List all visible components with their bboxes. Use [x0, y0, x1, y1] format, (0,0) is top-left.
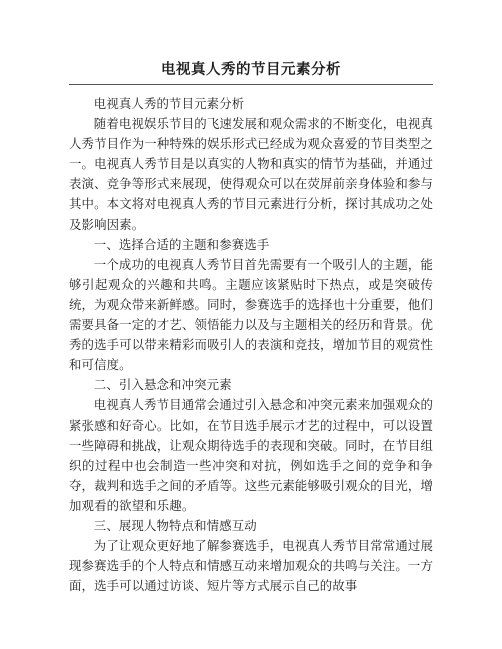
paragraph-intro: 随着电视娱乐节目的飞速发展和观众需求的不断变化，电视真人秀节目作为一种特殊的娱乐形式已经成为观众喜爱的节目类型之一。电视真人秀节目是以真实的人物和真实的情节为基础，并通过表演、竞争等形式来展现，使得观众可以在荧屏前亲身体验和参与其中。本文将对电视真人秀的节目元素进行分析，探讨其成功之处及影响因素。	[69, 116, 433, 232]
paragraph-section-1: 一个成功的电视真人秀节目首先需要有一个吸引人的主题，能够引起观众的兴趣和共鸣。主题应该紧贴时下热点，或是突破传统，为观众带来新鲜感。同时，参赛选手的选择也十分重要，他们需要具备一定的才艺、领悟能力以及与主题相关的经历和背景。优秀的选手可以带来精彩而吸引人的表演和竞技，增加节目的观赏性和可信度。	[69, 256, 433, 373]
document-title: 电视真人秀的节目元素分析	[161, 61, 341, 78]
paragraph-section-2: 电视真人秀节目通常会通过引入悬念和冲突元素来加强观众的紧张感和好奇心。比如，在节目选手展示才艺的过程中，可以设置一些障碍和挑战，让观众期待选手的表现和突破。同时，在节目组织的过程中也会制造一些冲突和对抗，例如选手之间的竞争和争夺，裁判和选手之间的矛盾等。这些元素能够吸引观众的目光，增加观看的欲望和乐趣。	[69, 397, 433, 513]
title-underline	[69, 84, 433, 85]
paragraph-section-3: 为了让观众更好地了解参赛选手，电视真人秀节目常常通过展现参赛选手的个人特点和情感互动来增加观众的共鸣与关注。一方面，选手可以通过访谈、短片等方式展示自己的故事	[69, 538, 433, 594]
paragraph-subtitle: 电视真人秀的节目元素分析	[93, 96, 245, 111]
section-heading-1: 一、选择合适的主题和参赛选手	[93, 236, 270, 252]
section-heading-2: 二、引入悬念和冲突元素	[93, 377, 232, 393]
document-body	[69, 94, 433, 596]
section-heading-3: 三、展现人物特点和情感互动	[93, 517, 257, 533]
